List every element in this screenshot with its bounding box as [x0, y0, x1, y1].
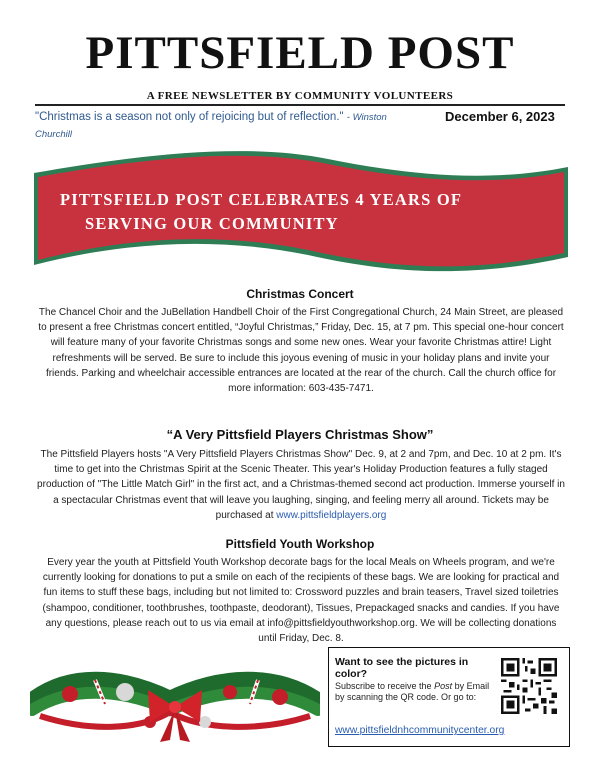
article-body-youth: Every year the youth at Pittsfield Youth Workshop decorate bags for the local Meals on Wheels program, and we're currently looking for donations to put a smile on each of the recipients of these bags. We are looking for practical and fun items to stuff these bags, including but not limited to: Crossword puzzles and brain teasers, Travel sized toiletries (shampoo, conditioner, toothbrushes, toothpaste, deodorant), Tissues, Prepackaged snacks and candies. If you have any questions, please reach out to us via email at info@pittsfieldyouthworkshop.org. We will be collecting donations until Friday, Dec. 8.	[42, 557, 560, 645]
christmas-garland-icon	[30, 652, 320, 747]
banner-line-1: PITTSFIELD POST CELEBRATES 4 YEARS OF	[60, 190, 463, 209]
qr-box-body	[335, 681, 493, 703]
quote-attribution: - Winston Churchill	[35, 112, 387, 140]
qr-body-end: by Email by scanning the QR code. Or go to:	[335, 681, 490, 702]
qr-body-post: Post	[434, 681, 453, 691]
qr-code-icon[interactable]	[501, 658, 557, 714]
players-website-link[interactable]: www.pittsfieldplayers.org	[276, 509, 387, 521]
newsletter-title: PITTSFIELD POST	[85, 27, 515, 79]
headline-banner-text	[60, 188, 550, 236]
qr-subscribe-box	[328, 647, 570, 747]
header-quote	[35, 109, 415, 143]
players-text: The Pittsfield Players hosts "A Very Pittsfield Players Christmas Show" Dec. 9, at 2 and 7pm, and Dec. 10 at 2 pm. It's time to get into the Christmas Spirit at the Scenic Theater. This year's Holiday Production features a fully staged production of "The Little Match Girl" in the first act, and a Christmas-themed second act production. Immerse yourself in a spectacular Christmas event that will leave you laughing, singing, and feeling merry all around. Tickets may be purchased at	[37, 449, 565, 521]
community-center-link[interactable]: www.pittsfieldnhcommunitycenter.org	[335, 725, 505, 736]
article-title-players: “A Very Pittsfield Players Christmas Show”	[166, 427, 434, 442]
quote-text: "Christmas is a season not only of rejoicing but of reflection."	[35, 111, 344, 123]
article-title-youth: Pittsfield Youth Workshop	[225, 537, 375, 551]
qr-body-start: Subscribe to receive the	[335, 681, 435, 691]
header-divider	[35, 104, 565, 106]
article-body-concert: The Chancel Choir and the JuBellation Handbell Choir of the First Congregational Church, 24 Main Street, are pleased to present a free Christmas concert entitled, “Joyful Christmas,” Friday, Dec. 15, at 7 pm. This special one-hour concert will feature many of your favorite Christmas songs and some new ones. Wear your favorite Christmas attire! Light refreshments will be served. Be sure to include this joyous evening of music in your holiday plans and invite your friends. Parking and wheelchair accessible entrances are located at the rear of the church. Call the church office for more information: 603-435-7471.	[38, 307, 564, 395]
issue-date: December 6, 2023	[445, 109, 555, 124]
banner-line-2: SERVING OUR COMMUNITY	[85, 214, 339, 233]
article-body-players	[36, 447, 566, 523]
qr-box-title: Want to see the pictures in color?	[335, 656, 469, 680]
newsletter-tagline: A FREE NEWSLETTER BY COMMUNITY VOLUNTEERS	[146, 90, 454, 102]
article-title-concert: Christmas Concert	[246, 287, 354, 301]
